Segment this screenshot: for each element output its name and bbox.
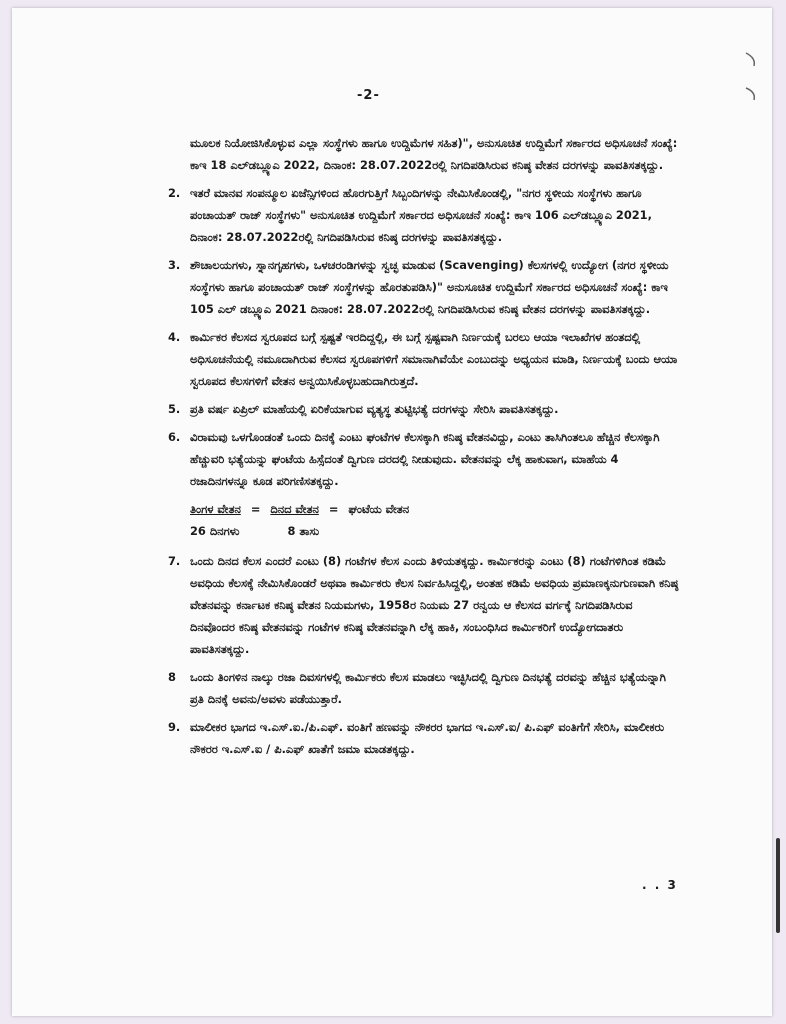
item-text: ಶೌಚಾಲಯಗಳು, ಸ್ನಾನಗೃಹಗಳು, ಒಳಚರಂಡಿಗಳನ್ನು ಸ್ವಚ್ಛ ಮಾಡುವ (Scavenging) ಕೆಲಸಗಳಲ್ಲಿ ಉದ್ಯೋಗ (ನಗರ ಸ್ಥಳೀಯ ಸಂಸ್ಥೆಗಳು ಹಾಗೂ ಪಂಚಾಯತ್ ರಾಜ್ ಸಂಸ್ಥೆಗಳನ್ನು ಹೊರತುಪಡಿಸಿ)" ಅನುಸೂಚಿತ ಉದ್ದಿಮೆಗೆ ಸರ್ಕಾರದ ಅಧಿಸೂಚನೆ ಸಂಖ್ಯೆ: ಕಾಇ 105 ಎಲ್ ಡಬ್ಲ್ಯೂಎ 2021 ದಿನಾಂಕ: 28.07.2022ರಲ್ಲಿ ನಿಗದಿಪಡಿಸಿರುವ ಕನಿಷ್ಠ ವೇತನ ದರಗಳನ್ನು ಪಾವತಿಸತಕ್ಕದ್ದು. [190, 258, 669, 316]
formula-bottom-row [190, 520, 680, 542]
equals-sign: = [250, 502, 261, 516]
list-item [168, 716, 680, 760]
daily-wage-label: ದಿನದ ವೇತನ [270, 502, 319, 516]
days-divisor: 26 ದಿನಗಳು [190, 524, 240, 538]
item-number: 5. [168, 402, 181, 416]
item-number: 9. [168, 720, 181, 734]
monthly-wage-label: ತಿಂಗಳ ವೇತನ [190, 502, 241, 516]
continuation-marker: . . 3 [642, 878, 678, 892]
item-number: 4. [168, 330, 181, 344]
hourly-wage-label: ಘಂಟೆಯ ವೇತನ [348, 502, 410, 516]
list-item [168, 326, 680, 392]
item-number: 7. [168, 554, 181, 568]
intro-paragraph: ಮೂಲಕ ನಿಯೋಜಿಸಿಕೊಳ್ಳುವ ಎಲ್ಲಾ ಸಂಸ್ಥೆಗಳು ಹಾಗೂ ಉದ್ದಿಮೆಗಳ ಸಹಿತ)", ಅನುಸೂಚಿತ ಉದ್ದಿಮೆಗೆ ಸರ್ಕಾರದ ಅಧಿಸೂಚನೆ ಸಂಖ್ಯೆ: ಕಾಇ 18 ಎಲ್‌ಡಬ್ಲ್ಯೂಎ 2022, ದಿನಾಂಕ: 28.07.2022ರಲ್ಲಿ ನಿಗದಿಪಡಿಸಿರುವ ಕನಿಷ್ಠ ವೇತನ ದರಗಳನ್ನು ಪಾವತಿಸತಕ್ಕದ್ದು. [190, 136, 678, 172]
item-text: ವಿರಾಮವು ಒಳಗೊಂಡಂತೆ ಒಂದು ದಿನಕ್ಕೆ ಎಂಟು ಘಂಟೆಗಳ ಕೆಲಸಕ್ಕಾಗಿ ಕನಿಷ್ಠ ವೇತನವಿದ್ದು, ಎಂಟು ತಾಸಿಗಿಂತಲೂ ಹೆಚ್ಚಿನ ಕೆಲಸಕ್ಕಾಗಿ ಹೆಚ್ಚುವರಿ ಭತ್ಯೆಯನ್ನು ಘಂಟೆಯ ಹಿಸ್ಸೆದಂತೆ ದ್ವಿಗುಣ ದರದಲ್ಲಿ ನೀಡುವುದು. ವೇತನವನ್ನು ಲೆಕ್ಕ ಹಾಕುವಾಗ, ಮಾಹೆಯ 4 ರಜಾದಿನಗಳನ್ನೂ ಕೂಡ ಪರಿಗಣಿಸತಕ್ಕದ್ದು. [190, 430, 660, 488]
item-text: ಒಂದು ತಿಂಗಳಿನ ನಾಲ್ಕು ರಜಾ ದಿವಸಗಳಲ್ಲಿ ಕಾರ್ಮಿಕರು ಕೆಲಸ ಮಾಡಲು ಇಚ್ಛಿಸಿದಲ್ಲಿ ದ್ವಿಗುಣ ದಿನಭತ್ಯೆ ದರವನ್ನು ಹೆಚ್ಚಿನ ಭತ್ಯೆಯನ್ನಾಗಿ ಪ್ರತಿ ದಿನಕ್ಕೆ ಅವನು/ಅವಳು ಪಡೆಯುತ್ತಾರೆ. [190, 670, 666, 706]
list-item [168, 426, 680, 492]
document-body [168, 132, 680, 766]
hours-divisor: 8 ತಾಸು [287, 524, 320, 538]
list-item [168, 254, 680, 320]
scrollbar-thumb[interactable] [776, 838, 780, 933]
item-text: ಪ್ರತಿ ವರ್ಷ ಏಪ್ರಿಲ್ ಮಾಹೆಯಲ್ಲಿ ಏರಿಕೆಯಾಗುವ ವ್ಯತ್ಯಸ್ಥ ತುಟ್ಟಿಭತ್ಯೆ ದರಗಳನ್ನು ಸೇರಿಸಿ ಪಾವತಿಸತಕ್ಕದ್ದು. [190, 402, 559, 416]
item-number: 6. [168, 430, 181, 444]
list-item [168, 550, 680, 660]
item-number: 8 [168, 670, 176, 684]
list-item [168, 398, 680, 420]
equals-sign: = [328, 502, 339, 516]
item-text: ಕಾರ್ಮಿಕರ ಕೆಲಸದ ಸ್ವರೂಪದ ಬಗ್ಗೆ ಸ್ಪಷ್ಟತೆ ಇರದಿದ್ದಲ್ಲಿ, ಈ ಬಗ್ಗೆ ಸ್ಪಷ್ಟವಾಗಿ ನಿರ್ಣಯಕ್ಕೆ ಬರಲು ಆಯಾ ಇಲಾಖೆಗಳ ಹಂತದಲ್ಲಿ ಅಧಿಸೂಚನೆಯಲ್ಲಿ ನಮೂದಾಗಿರುವ ಕೆಲಸದ ಸ್ವರೂಪಗಳಿಗೆ ಸಮಾನಾಗಿವೆಯೇ ಎಂಬುದನ್ನು ಅಧ್ಯಯನ ಮಾಡಿ, ನಿರ್ಣಯಕ್ಕೆ ಬಂದು ಆಯಾ ಸ್ವರೂಪದ ಕೆಲಸಗಳಿಗೆ ವೇತನ ಅನ್ವಯಿಸಿಕೊಳ್ಳಬಹುದಾಗಿರುತ್ತದೆ. [190, 330, 678, 388]
list-item [168, 666, 680, 710]
item-number: 2. [168, 186, 181, 200]
wage-formula [190, 498, 680, 542]
item-text: ಇತರೆ ಮಾನವ ಸಂಪನ್ಮೂಲ ಏಜೆನ್ಸಿಗಳಿಂದ ಹೊರಗುತ್ತಿಗೆ ಸಿಬ್ಬಂದಿಗಳನ್ನು ನೇಮಿಸಿಕೊಂಡಲ್ಲಿ, "ನಗರ ಸ್ಥಳೀಯ ಸಂಸ್ಥೆಗಳು ಹಾಗೂ ಪಂಚಾಯತ್ ರಾಜ್ ಸಂಸ್ಥೆಗಳು" ಅನುಸೂಚಿತ ಉದ್ದಿಮೆಗೆ ಸರ್ಕಾರದ ಅಧಿಸೂಚನೆ ಸಂಖ್ಯೆ: ಕಾಇ 106 ಎಲ್‌ಡಬ್ಲ್ಯೂಎ 2021, ದಿನಾಂಕ: 28.07.2022ರಲ್ಲಿ ನಿಗದಿಪಡಿಸಿರುವ ಕನಿಷ್ಠ ದರಗಳನ್ನು ಪಾವತಿಸತಕ್ಕದ್ದು. [190, 186, 652, 244]
scan-artifact-icon [744, 48, 758, 108]
item-text: ಮಾಲೀಕರ ಭಾಗದ ಇ.ಎಸ್.ಐ./ಪಿ.ಎಫ್. ವಂತಿಗೆ ಹಣವನ್ನು ನೌಕರರ ಭಾಗದ ಇ.ಎಸ್.ಐ/ ಪಿ.ಎಫ್ ವಂತಿಗೆಗೆ ಸೇರಿಸಿ, ಮಾಲೀಕರು ನೌಕರರ ಇ.ಎಸ್.ಐ / ಪಿ.ಎಫ್ ಖಾತೆಗೆ ಜಮಾ ಮಾಡತಕ್ಕದ್ದು. [190, 720, 665, 756]
list-item [168, 182, 680, 248]
formula-top-row [190, 498, 680, 520]
document-page [12, 8, 772, 1016]
page-number: -2- [357, 88, 380, 103]
item-text: ಒಂದು ದಿನದ ಕೆಲಸ ಎಂದರೆ ಎಂಟು (8) ಗಂಟೆಗಳ ಕೆಲಸ ಎಂದು ತಿಳಿಯತಕ್ಕದ್ದು. ಕಾರ್ಮಿಕರನ್ನು ಎಂಟು (8) ಗಂಟೆಗಳಿಗಿಂತ ಕಡಿಮೆ ಅವಧಿಯ ಕೆಲಸಕ್ಕೆ ನೇಮಿಸಿಕೊಂಡರೆ ಅಥವಾ ಕಾರ್ಮಿಕರು ಕೆಲಸ ನಿರ್ವಹಿಸಿದ್ದಲ್ಲಿ, ಅಂತಹ ಕಡಿಮೆ ಅವಧಿಯ ಪ್ರಮಾಣಕ್ಕನುಗುಣವಾಗಿ ಕನಿಷ್ಠ ವೇತನವನ್ನು ಕರ್ನಾಟಕ ಕನಿಷ್ಠ ವೇತನ ನಿಯಮಗಳು, 1958ರ ನಿಯಮ 27 ರನ್ವಯ ಆ ಕೆಲಸದ ವರ್ಗಕ್ಕೆ ನಿಗದಿಪಡಿಸಿರುವ ದಿನವೊಂದರ ಕನಿಷ್ಠ ವೇತನವನ್ನು ಗಂಟೆಗಳ ಕನಿಷ್ಠ ವೇತನವನ್ನಾಗಿ ಲೆಕ್ಕ ಹಾಕಿ, ಸಂಬಂಧಿಸಿದ ಕಾರ್ಮಿಕರಿಗೆ ಉದ್ಯೋಗದಾತರು ಪಾವತಿಸತಕ್ಕದ್ದು. [190, 554, 679, 656]
item-number: 3. [168, 258, 181, 272]
